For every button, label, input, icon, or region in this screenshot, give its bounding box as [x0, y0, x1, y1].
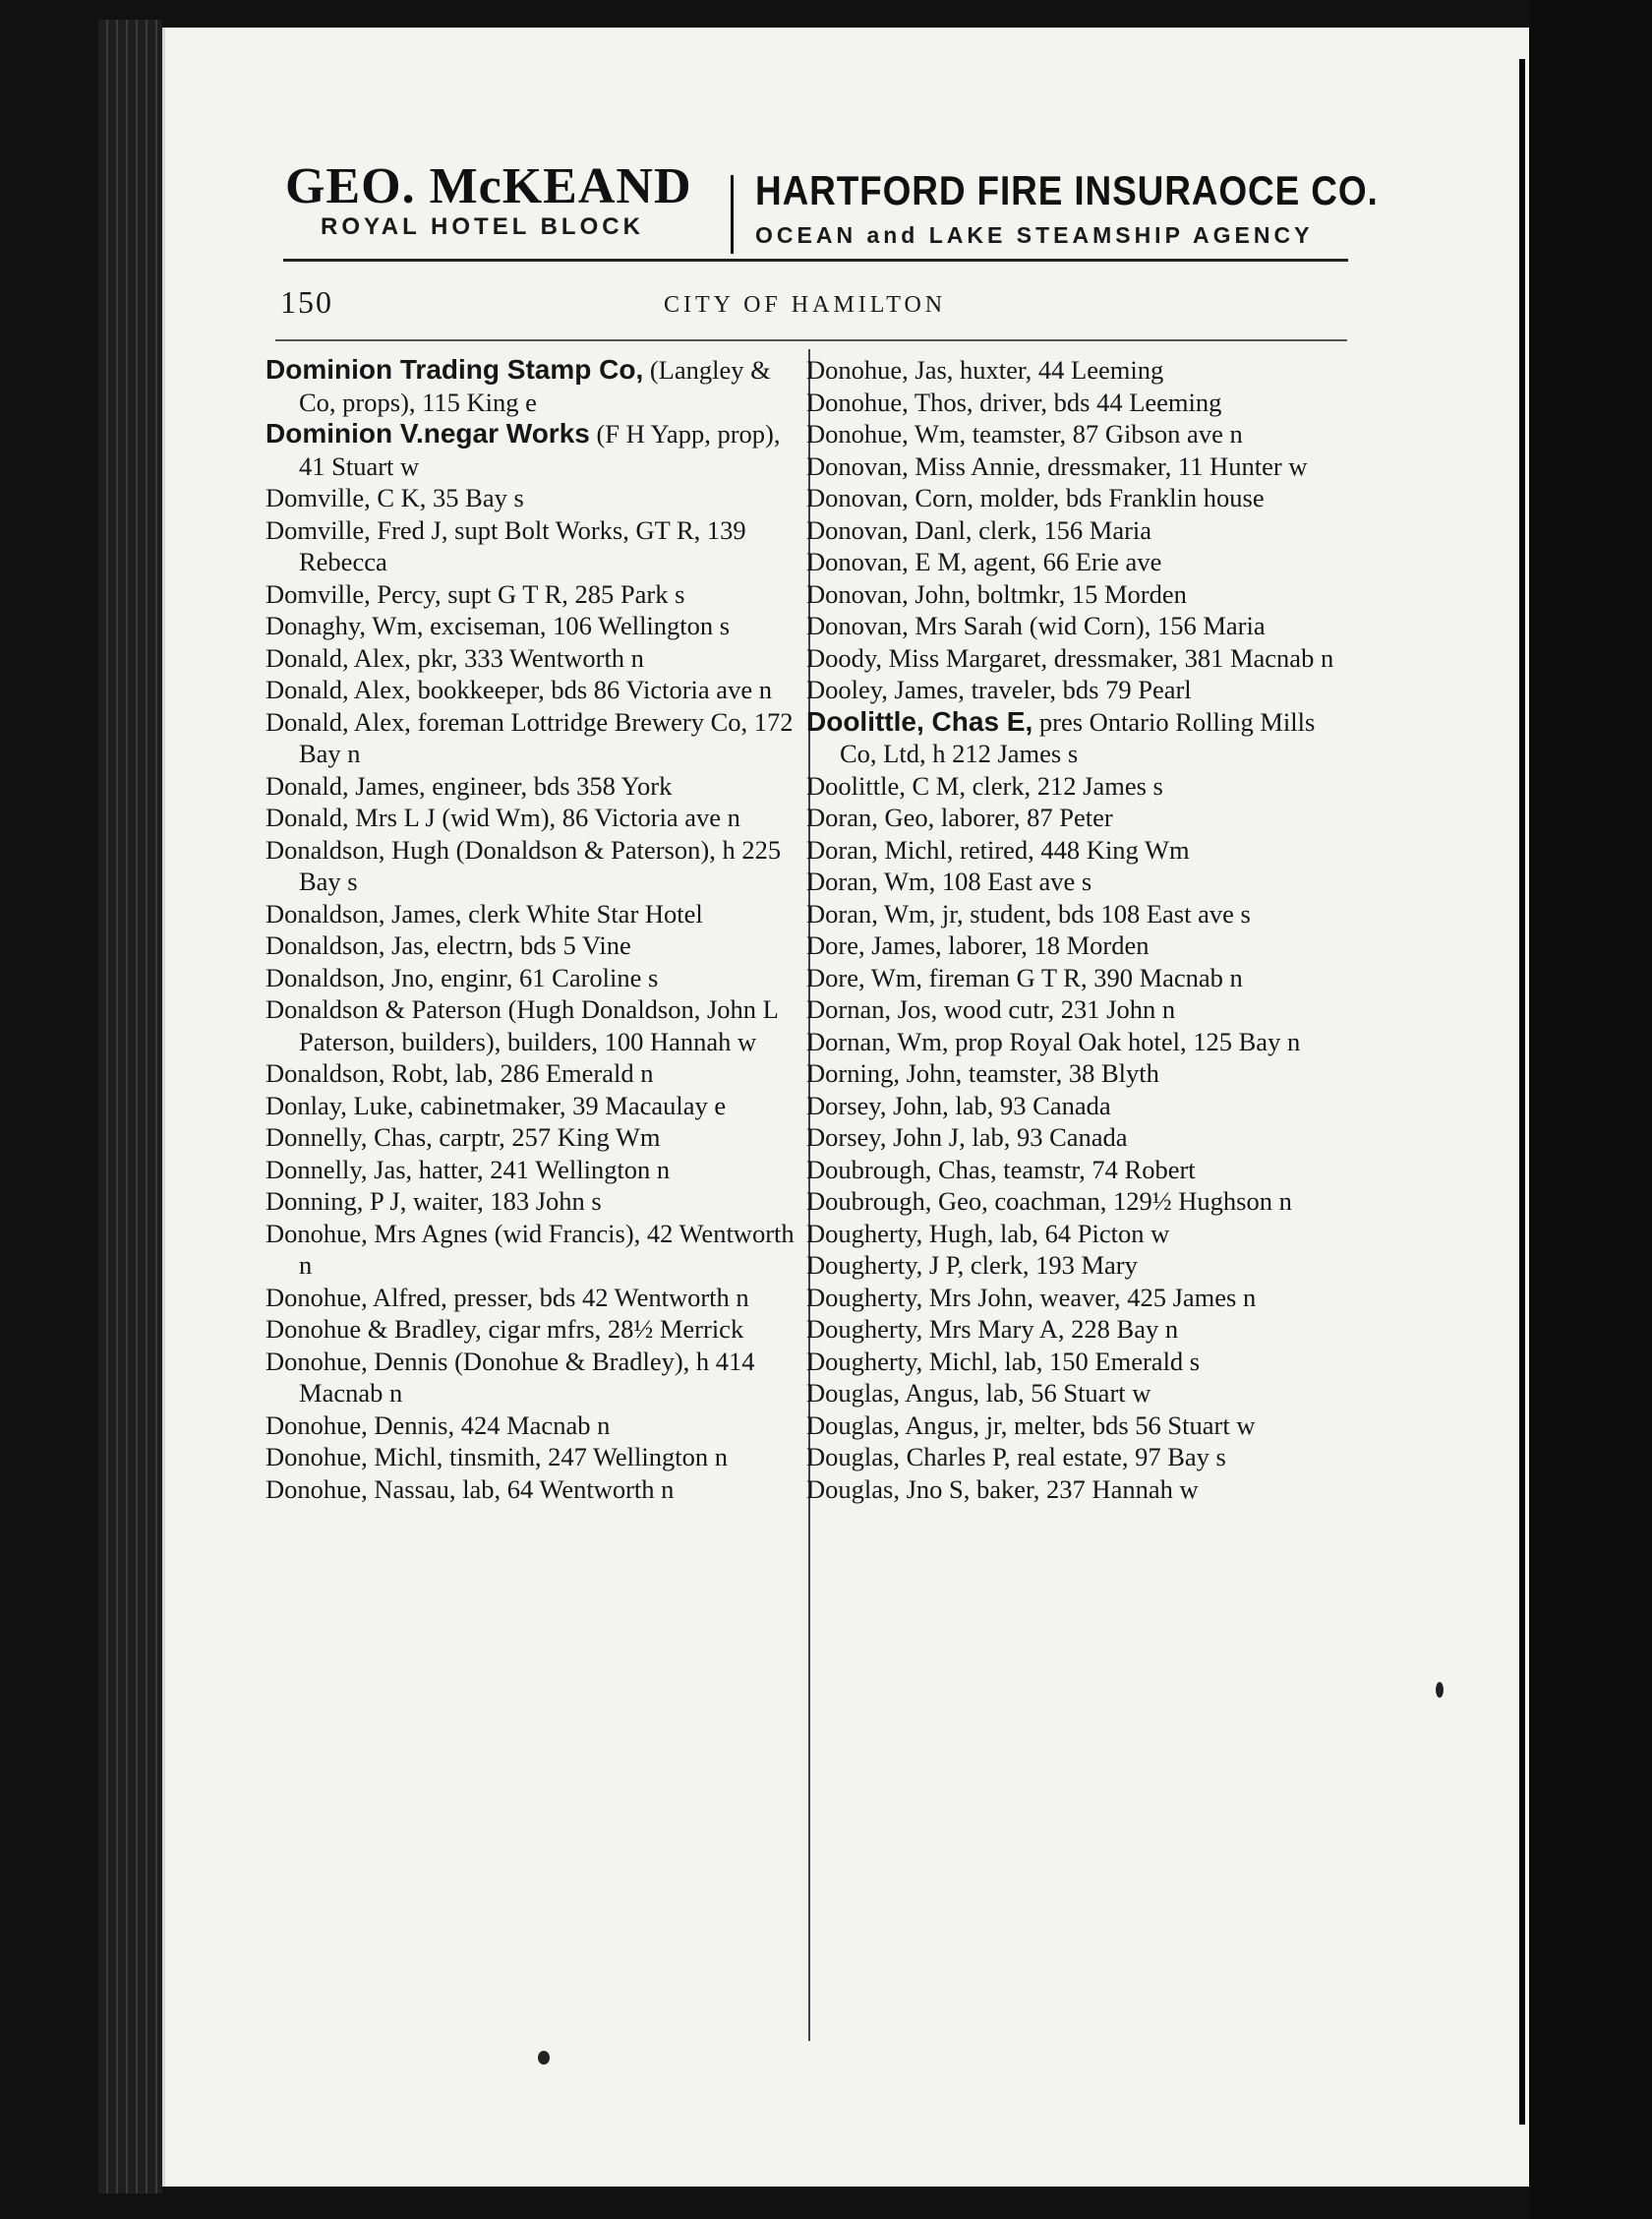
entry-name: Donohue, Alfred, [266, 1282, 447, 1312]
running-title: CITY OF HAMILTON [664, 292, 947, 318]
entry-details: melter, bds 56 Stuart w [1007, 1409, 1256, 1440]
ink-speck [538, 2051, 550, 2065]
entry-details: carptr, 257 King Wm [432, 1122, 661, 1152]
entry-name: Doolittle, C M, [806, 770, 966, 801]
entry-details: lab, 93 Canada [965, 1122, 1128, 1152]
entry-name: Douglas, Jno S, [806, 1473, 971, 1504]
directory-entry [266, 802, 796, 834]
entry-name: Donovan, John, [806, 578, 972, 609]
entry-details: tinsmith, 247 Wellington n [442, 1442, 728, 1471]
directory-entry [266, 993, 796, 1057]
entry-name: Donohue, Nassau, [266, 1473, 456, 1504]
entry-name: Dorsey, John J, [806, 1122, 966, 1152]
entry-name: Dougherty, Mrs Mary A, [806, 1314, 1065, 1344]
entry-details: student, bds 108 East ave s [963, 898, 1251, 929]
directory-entry [806, 578, 1342, 611]
directory-entry [806, 866, 1342, 898]
entry-details: supt G T R, 285 Park s [441, 578, 685, 609]
entry-details: 424 Macnab n [454, 1409, 611, 1440]
directory-entry [266, 962, 796, 994]
entry-name: Donnelly, Jas, [266, 1154, 413, 1184]
directory-entry [806, 642, 1342, 675]
entry-details: (Langley & Co, props), 115 King e [299, 355, 771, 417]
gutter-line [1519, 59, 1525, 2125]
entry-name: Dougherty, J P, [806, 1250, 965, 1280]
directory-entry [806, 482, 1342, 514]
brace-divider [731, 175, 739, 254]
directory-entry [266, 834, 796, 898]
directory-entry [266, 1346, 796, 1409]
entry-details: laborer, 87 Peter [934, 803, 1113, 832]
entry-details: lab, 64 Wentworth n [455, 1473, 675, 1504]
entry-name: Donnelly, Chas, [266, 1122, 433, 1152]
entry-name: Donald, Alex, [266, 675, 411, 704]
entry-name: Doran, Michl, [806, 834, 954, 865]
entry-name: Donohue, Mrs Agnes [266, 1218, 488, 1248]
entry-name: Donovan, E M, [806, 547, 968, 576]
directory-entry [806, 706, 1342, 770]
advertisement-banner [285, 157, 1379, 266]
entry-details: teamster, 87 Gibson ave n [966, 419, 1243, 449]
directory-entry [806, 610, 1342, 642]
entry-name: Douglas, Angus, [806, 1378, 979, 1408]
directory-entry [806, 1057, 1342, 1090]
directory-entry [806, 834, 1342, 867]
entry-details: lab, 286 Emerald n [448, 1058, 654, 1088]
directory-entry [266, 930, 796, 962]
entry-name: Donohue, Wm, [806, 419, 967, 449]
entry-name: Doran, Wm, jr, [806, 898, 964, 929]
directory-entry [266, 706, 796, 770]
entry-details: lab, 150 Emerald s [997, 1346, 1201, 1376]
directory-entry [266, 1282, 796, 1314]
directory-entry [806, 962, 1342, 994]
directory-entry [266, 1473, 796, 1506]
entry-name: Doubrough, Geo, [806, 1186, 988, 1216]
entry-name: Donald, Alex, [266, 706, 411, 737]
directory-entry [806, 514, 1342, 547]
entry-details: teamster, 38 Blyth [962, 1058, 1159, 1088]
directory-entry [806, 1313, 1342, 1346]
directory-entry [266, 482, 796, 514]
directory-entry [806, 930, 1342, 962]
entry-name: Donald, Mrs L J [266, 803, 436, 832]
entry-name: Donohue, Jas, [806, 355, 954, 385]
directory-entry [806, 1090, 1342, 1122]
advertiser-location: ROYAL HOTEL BLOCK [321, 213, 644, 240]
entry-name: Dorsey, John, [806, 1090, 949, 1120]
entry-details: prop Royal Oak hotel, 125 Bay n [948, 1026, 1301, 1056]
entry-details: clerk White Star Hotel [461, 898, 703, 929]
directory-entry [806, 387, 1342, 419]
directory-entry [266, 514, 796, 578]
entry-name: Dornan, Wm, [806, 1026, 949, 1056]
entry-details: pres Ontario Rolling Mills Co, Ltd, h 212 James s [840, 706, 1316, 768]
directory-entry [806, 418, 1342, 450]
steamship-agency: OCEAN and LAKE STEAMSHIP AGENCY [755, 222, 1314, 248]
entry-details: supt Bolt Works, GT R, 139 Rebecca [299, 514, 746, 576]
book-spine-shadow [1529, 0, 1652, 2219]
entry-details: fireman G T R, 390 Macnab n [922, 962, 1243, 992]
directory-entry [806, 1154, 1342, 1186]
directory-entry [266, 898, 796, 930]
entry-name: Douglas, Charles P, [806, 1442, 1011, 1471]
entry-details: 35 Bay s [426, 483, 524, 512]
running-header [280, 280, 1352, 330]
directory-entry [806, 1121, 1342, 1154]
entry-details: 108 East ave s [935, 867, 1092, 896]
directory-entry [806, 1026, 1342, 1058]
entry-name: Domville, Fred J, [266, 514, 448, 545]
directory-entry [266, 354, 796, 418]
directory-entry [266, 610, 796, 642]
entry-details: driver, bds 44 Leeming [973, 387, 1222, 417]
directory-entry [266, 1154, 796, 1186]
entry-name: Doody, Miss Margaret, [806, 642, 1048, 673]
directory-entry [806, 1282, 1342, 1314]
directory-entry [806, 1346, 1342, 1378]
entry-details: (wid Corn), 156 Maria [1023, 611, 1266, 640]
entry-details: hatter, 241 Wellington n [412, 1154, 671, 1184]
header-rule [275, 339, 1347, 341]
entry-details: boltmkr, 15 Morden [971, 578, 1187, 609]
entry-details: waiter, 183 John s [406, 1186, 602, 1216]
entry-name: Dore, Wm, [806, 962, 922, 992]
advertiser-block [285, 157, 718, 241]
directory-entry [806, 1218, 1342, 1250]
entry-details: cigar mfrs, 28½ Merrick [481, 1314, 744, 1344]
entry-name: Doran, Geo, [806, 803, 935, 832]
entry-name: Dore, James, [806, 930, 942, 960]
entry-details: clerk, 156 Maria [972, 514, 1152, 545]
entry-name: Douglas, Angus, jr, [806, 1409, 1008, 1440]
insurance-company: HARTFORD FIRE INSURAOCE CO. [755, 167, 1379, 213]
directory-entry [806, 1185, 1342, 1218]
entry-details: exciseman, 106 Wellington s [423, 611, 731, 640]
entry-details: dressmaker, 381 Macnab n [1047, 642, 1334, 673]
entry-details: lab, 64 Picton w [993, 1218, 1170, 1248]
entry-details: retired, 448 King Wm [953, 834, 1190, 865]
entry-details: traveler, bds 79 Pearl [964, 675, 1192, 704]
directory-entry [266, 1090, 796, 1122]
entry-name: Donaldson, Jno, [266, 962, 435, 992]
entry-name: Dominion Trading Stamp Co, [266, 354, 644, 385]
entry-name: Doran, Wm, [806, 867, 936, 896]
entry-name: Donning, P J, [266, 1186, 407, 1216]
entry-details: teamstr, 74 Robert [996, 1154, 1196, 1184]
entry-details: pkr, 333 Wentworth n [410, 642, 644, 673]
entry-name: Dougherty, Hugh, [806, 1218, 994, 1248]
entry-details: engineer, bds 358 York [425, 770, 673, 801]
entry-details: dressmaker, 11 Hunter w [1040, 450, 1308, 481]
entry-details: enginr, 61 Caroline s [434, 962, 659, 992]
directory-entry [266, 1441, 796, 1473]
directory-entry [806, 450, 1342, 483]
directory-entry [806, 1409, 1342, 1442]
entry-details: clerk, 193 Mary [964, 1250, 1138, 1280]
entry-name: Dornan, Jos, [806, 994, 938, 1024]
insurance-block [755, 167, 1463, 249]
entry-name: Domville, Percy, [266, 578, 442, 609]
directory-entry [806, 1473, 1342, 1506]
entry-details: weaver, 425 James n [1032, 1282, 1257, 1312]
directory-entry [806, 1441, 1342, 1473]
entry-name: Donovan, Mrs Sarah [806, 611, 1024, 640]
entry-details: molder, bds Franklin house [974, 483, 1265, 512]
page-number: 150 [280, 284, 333, 320]
entry-details: clerk, 212 James s [965, 770, 1163, 801]
entry-name: Donald, James, [266, 770, 426, 801]
directory-entry [806, 1377, 1342, 1409]
directory-entry [266, 1409, 796, 1442]
entry-name: Domville, C K, [266, 483, 427, 512]
entry-name: Donaldson, Robt, [266, 1058, 449, 1088]
banner-rule [283, 259, 1348, 262]
entry-details: coachman, 129½ Hughson n [987, 1186, 1292, 1216]
ink-speck [1436, 1682, 1444, 1698]
entry-name: Donlay, Luke, [266, 1090, 414, 1120]
entry-details: foreman Lottridge Brewery Co, 172 Bay n [299, 706, 794, 768]
directory-entry [806, 546, 1342, 578]
entry-name: Donovan, Corn, [806, 483, 974, 512]
entry-details: electrn, bds 5 Vine [430, 930, 631, 960]
entry-details: baker, 237 Hannah w [970, 1473, 1199, 1504]
left-column [266, 354, 796, 1505]
directory-entry [266, 418, 796, 482]
entry-name: Dorning, John, [806, 1058, 963, 1088]
entry-name: Dougherty, Michl, [806, 1346, 998, 1376]
directory-entry [806, 802, 1342, 834]
entry-details: (wid Wm), 86 Victoria ave n [435, 803, 740, 832]
entry-details: (wid Francis), 42 Wentworth n [299, 1218, 795, 1280]
entry-name: Donaldson, Jas, [266, 930, 431, 960]
entry-name: Donohue, Dennis, [266, 1409, 455, 1440]
entry-details: (Donaldson & Paterson), h 225 Bay s [299, 834, 782, 896]
directory-entry [806, 770, 1342, 803]
directory-entry [266, 770, 796, 803]
entry-name: Donohue, Dennis [266, 1346, 448, 1376]
directory-entry [806, 354, 1342, 387]
entry-name: Dougherty, Mrs John, [806, 1282, 1033, 1312]
entry-details: 228 Bay n [1064, 1314, 1179, 1344]
entry-details: huxter, 44 Leeming [953, 355, 1164, 385]
entry-name: Donaghy, Wm, [266, 611, 424, 640]
entry-details: agent, 66 Erie ave [967, 547, 1162, 576]
entry-details: cabinetmaker, 39 Macaulay e [413, 1090, 727, 1120]
entry-name: Donohue, Michl, [266, 1442, 443, 1471]
directory-entry [266, 1218, 796, 1282]
directory-entry [806, 993, 1342, 1026]
entry-details: real estate, 97 Bay s [1010, 1442, 1226, 1471]
right-column [806, 354, 1342, 1505]
entry-details: bookkeeper, bds 86 Victoria ave n [410, 675, 772, 704]
directory-entry [266, 1185, 796, 1218]
entry-name: Donaldson, James, [266, 898, 462, 929]
entry-name: Donaldson & Paterson [266, 994, 502, 1024]
directory-entry [266, 674, 796, 706]
entry-details: (F H Yapp, prop), 41 Stuart w [299, 419, 781, 481]
directory-entry [266, 578, 796, 611]
entry-name: Doubrough, Chas, [806, 1154, 997, 1184]
advertiser-name: GEO. McKEAND [285, 158, 692, 214]
entry-name: Doolittle, Chas E, [806, 705, 1033, 737]
directory-entry [806, 1249, 1342, 1282]
entry-details: lab, 56 Stuart w [978, 1378, 1151, 1408]
entry-name: Donald, Alex, [266, 642, 411, 673]
entry-name: Donovan, Danl, [806, 514, 973, 545]
entry-name: Donohue, Thos, [806, 387, 974, 417]
directory-entry [266, 1057, 796, 1090]
directory-entry [266, 642, 796, 675]
directory-entry [806, 674, 1342, 706]
entry-details: wood cutr, 231 John n [937, 994, 1176, 1024]
entry-details: (Donohue & Bradley), h 414 Macnab n [299, 1346, 755, 1408]
entry-details: laborer, 18 Morden [941, 930, 1150, 960]
entry-details: lab, 93 Canada [948, 1090, 1111, 1120]
stacked-page-edges [98, 20, 162, 2193]
entry-details: (Hugh Donaldson, John L Paterson, builders), builders, 100 Hannah w [299, 994, 778, 1056]
entry-name: Dooley, James, [806, 675, 965, 704]
directory-entry [806, 898, 1342, 930]
entry-name: Dominion V.negar Works [266, 418, 590, 449]
entry-details: presser, bds 42 Wentworth n [446, 1282, 749, 1312]
entry-name: Donovan, Miss Annie, [806, 450, 1041, 481]
directory-entry [266, 1313, 796, 1346]
entry-name: Donaldson, Hugh [266, 834, 449, 865]
entry-name: Donohue & Bradley, [266, 1314, 482, 1344]
directory-entry [266, 1121, 796, 1154]
